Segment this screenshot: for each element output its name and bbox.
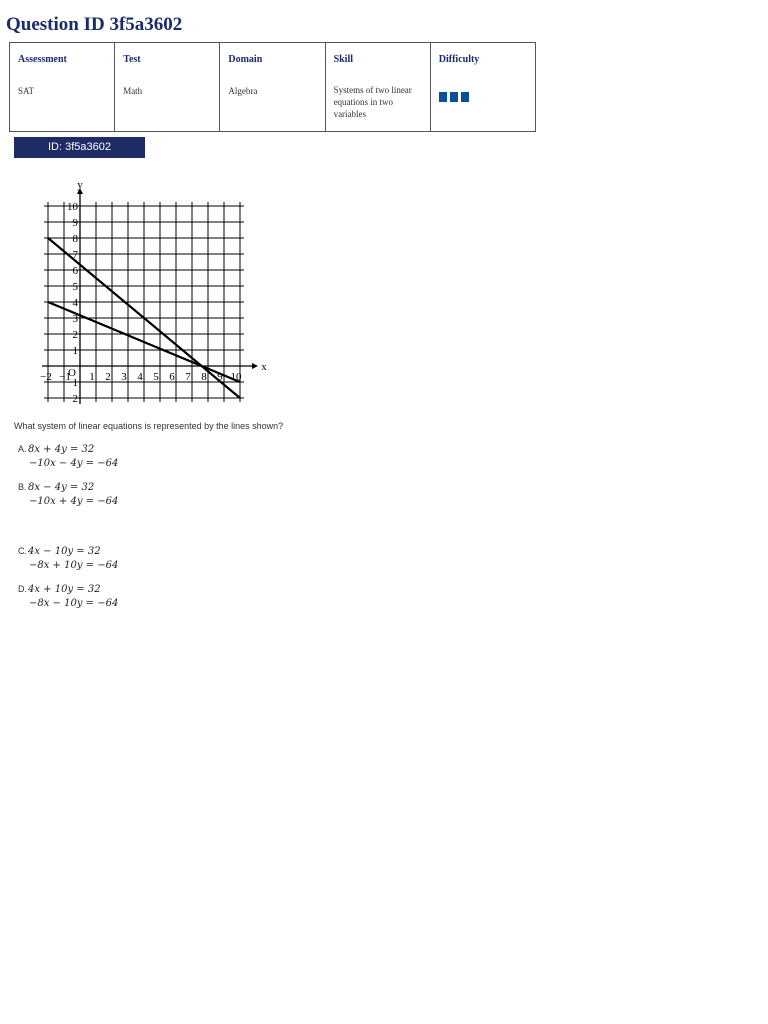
y-tick-label: 10 (67, 201, 78, 213)
x-tick-label: 3 (121, 371, 127, 383)
y-tick-label: 1 (72, 345, 78, 357)
y-tick-label: 3 (72, 313, 78, 325)
choice-letter: D. (18, 584, 27, 594)
question-stem: What system of linear equations is represented by the lines shown? (14, 421, 284, 431)
y-axis-label: y (77, 179, 83, 191)
question-metadata-table (9, 42, 536, 132)
choice-equation-1: 8x + 4y = 32 (28, 444, 95, 455)
y-tick-label: −2 (66, 393, 78, 405)
y-tick-label: 5 (72, 281, 78, 293)
header-assessment: Assessment (18, 54, 67, 65)
y-tick-label: 6 (72, 265, 78, 277)
choice-letter: C. (18, 546, 27, 556)
x-tick-label: 7 (185, 371, 191, 383)
y-tick-label: 7 (72, 249, 78, 261)
x-tick-label: 5 (153, 371, 159, 383)
x-tick-label: 8 (201, 371, 207, 383)
answer-choice[interactable] (18, 444, 119, 469)
y-tick-label: 9 (72, 217, 78, 229)
y-tick-label: 4 (72, 297, 78, 309)
choice-equation-2: −8x − 10y = −64 (29, 598, 119, 609)
choice-equation-1: 4x − 10y = 32 (28, 546, 101, 557)
x-tick-label: 2 (105, 371, 111, 383)
choice-equation-2: −10x + 4y = −64 (29, 496, 119, 507)
header-domain: Domain (228, 54, 263, 65)
choice-equation-2: −10x − 4y = −64 (29, 458, 119, 469)
y-tick-label: 2 (72, 329, 78, 341)
y-tick-label: −1 (66, 377, 78, 389)
origin-label: O (68, 367, 76, 379)
choice-letter: A. (18, 444, 27, 454)
header-skill: Skill (333, 54, 354, 65)
x-tick-label: 4 (137, 371, 143, 383)
x-axis-arrow (252, 363, 258, 369)
answer-choice[interactable] (18, 584, 119, 609)
choice-letter: B. (18, 482, 27, 492)
x-tick-label: 6 (169, 371, 175, 383)
value-test: Math (123, 86, 143, 96)
difficulty-square (439, 92, 447, 102)
difficulty-indicator (439, 92, 469, 102)
header-test: Test (123, 54, 141, 65)
choice-equation-1: 8x − 4y = 32 (28, 482, 95, 493)
question-id-badge: ID: 3f5a3602 (14, 137, 145, 158)
choice-equation-1: 4x + 10y = 32 (28, 584, 101, 595)
x-tick-label: 1 (89, 371, 95, 383)
header-difficulty: Difficulty (438, 54, 480, 65)
coordinate-graph (30, 180, 265, 408)
x-tick-label: −2 (40, 371, 52, 383)
answer-choice[interactable] (18, 546, 119, 571)
x-tick-label: 10 (230, 371, 242, 383)
page-title: Question ID 3f5a3602 (6, 14, 183, 35)
x-axis-label: x (261, 361, 267, 373)
value-skill: Systems of two linear equations in two variables (333, 85, 412, 119)
value-domain: Algebra (228, 86, 258, 96)
value-assessment: SAT (18, 86, 35, 96)
x-tick-label: 9 (217, 371, 223, 383)
choice-equation-2: −8x + 10y = −64 (29, 560, 119, 571)
x-tick-label: −1 (59, 371, 71, 383)
y-tick-label: 8 (72, 233, 78, 245)
difficulty-square (450, 92, 458, 102)
answer-choice[interactable] (18, 482, 119, 507)
difficulty-square (461, 92, 469, 102)
